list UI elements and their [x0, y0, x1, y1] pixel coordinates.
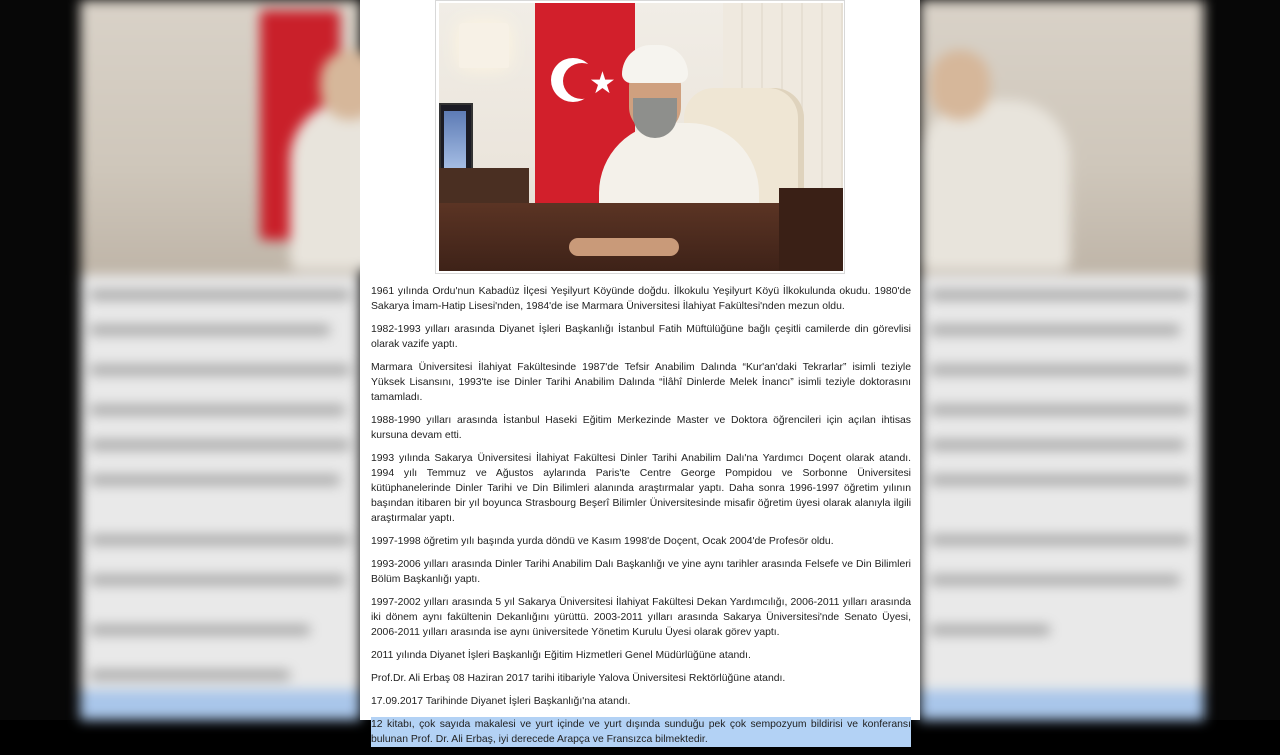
paragraph: 1988-1990 yılları arasında İstanbul Haseki Eğitim Merkezinde Master ve Doktora öğrencileri için açılan ihtisas kursuna devam etti. — [371, 415, 911, 441]
paragraph: 17.09.2017 Tarihinde Diyanet İşleri Başkanlığı'na atandı. — [371, 696, 631, 707]
blurred-background-right — [920, 0, 1204, 720]
paragraph: 1961 yılında Ordu'nun Kabadüz İlçesi Yeşilyurt Köyünde doğdu. İlkokulu Yeşilyurt Köyü İlkokulunda okudu. 1980'de Sakarya İmam-Hatip Lisesi'nden, 1984'de ise Marmara Üniversitesi İlahiyat Fakültesi'nden mezun oldu. — [371, 286, 911, 312]
portrait-photo-icon: ★ — [439, 3, 843, 271]
letterbox-left — [0, 0, 80, 720]
paragraph: 1993 yılında Sakarya Üniversitesi İlahiyat Fakültesi Dinler Tarihi Anabilim Dalı'na Yardımcı Doçent olarak atandı. 1994 yılı Temmuz ve Ağustos aylarında Paris'te Centre George Pompidou ve Sorbonne Üniversitesi kütüphanelerinde Dinler Tarihi ve Din Bilimleri alanında araştırmalar yaptı. Daha sonra 1996-1997 öğretim yılının başından itibaren bir yıl boyunca Strasbourg Beşerî Bilimler Üniversitesinde misafir öğretim üyesi olarak alanıyla ilgili araştırmalar yaptı. — [371, 453, 911, 524]
biography-text — [371, 284, 911, 755]
paragraph: 1997-1998 öğretim yılı başında yurda döndü ve Kasım 1998'de Doçent, Ocak 2004'de Profesör oldu. — [371, 536, 834, 547]
article-page — [360, 0, 920, 745]
paragraph: Marmara Üniversitesi İlahiyat Fakültesinde 1987'de Tefsir Anabilim Dalında “Kur'an'daki Tekrarlar” isimli teziyle Yüksek Lisansını, 1993'te ise Dinler Tarihi Anabilim Dalında “İlâhî Dinlerde Melek İnancı” isimli teziyle doktorasını tamamladı. — [371, 362, 911, 403]
letterbox-right — [1204, 0, 1280, 720]
paragraph: 1997-2002 yılları arasında 5 yıl Sakarya Üniversitesi İlahiyat Fakültesi Dekan Yardımcılığı, 2006-2011 yılları arasında iki dönem aynı fakültenin Dekanlığını yürüttü. 2003-2011 yılları arasında Sakarya Üniversitesi'nde Senato Üyesi, 2006-2011 yılları arasında ise aynı üniversitede Yönetim Kurulu Üyesi olarak görev yaptı. — [371, 597, 911, 638]
paragraph: 1982-1993 yılları arasında Diyanet İşleri Başkanlığı İstanbul Fatih Müftülüğüne bağlı çeşitli camilerde din görevlisi olarak vazife yaptı. — [371, 324, 911, 350]
paragraph: 2011 yılında Diyanet İşleri Başkanlığı Eğitim Hizmetleri Genel Müdürlüğüne atandı. — [371, 650, 751, 661]
paragraph: Prof.Dr. Ali Erbaş 08 Haziran 2017 tarihi itibariyle Yalova Üniversitesi Rektörlüğüne atandı. — [371, 673, 786, 684]
portrait-photo-frame — [435, 0, 845, 274]
selected-paragraph[interactable]: 12 kitabı, çok sayıda makalesi ve yurt içinde ve yurt dışında sunduğu pek çok sempozyum bildirisi ve konferansı bulunan Prof. Dr. Ali Erbaş, iyi derecede Arapça ve Fransızca bilmektedir. — [371, 719, 911, 745]
paragraph: 1993-2006 yılları arasında Dinler Tarihi Anabilim Dalı Başkanlığı ve yine aynı tarihler arasında Felsefe ve Din Bilimleri Bölüm Başkanlığı yaptı. — [371, 559, 911, 585]
blurred-background-left — [80, 0, 360, 720]
